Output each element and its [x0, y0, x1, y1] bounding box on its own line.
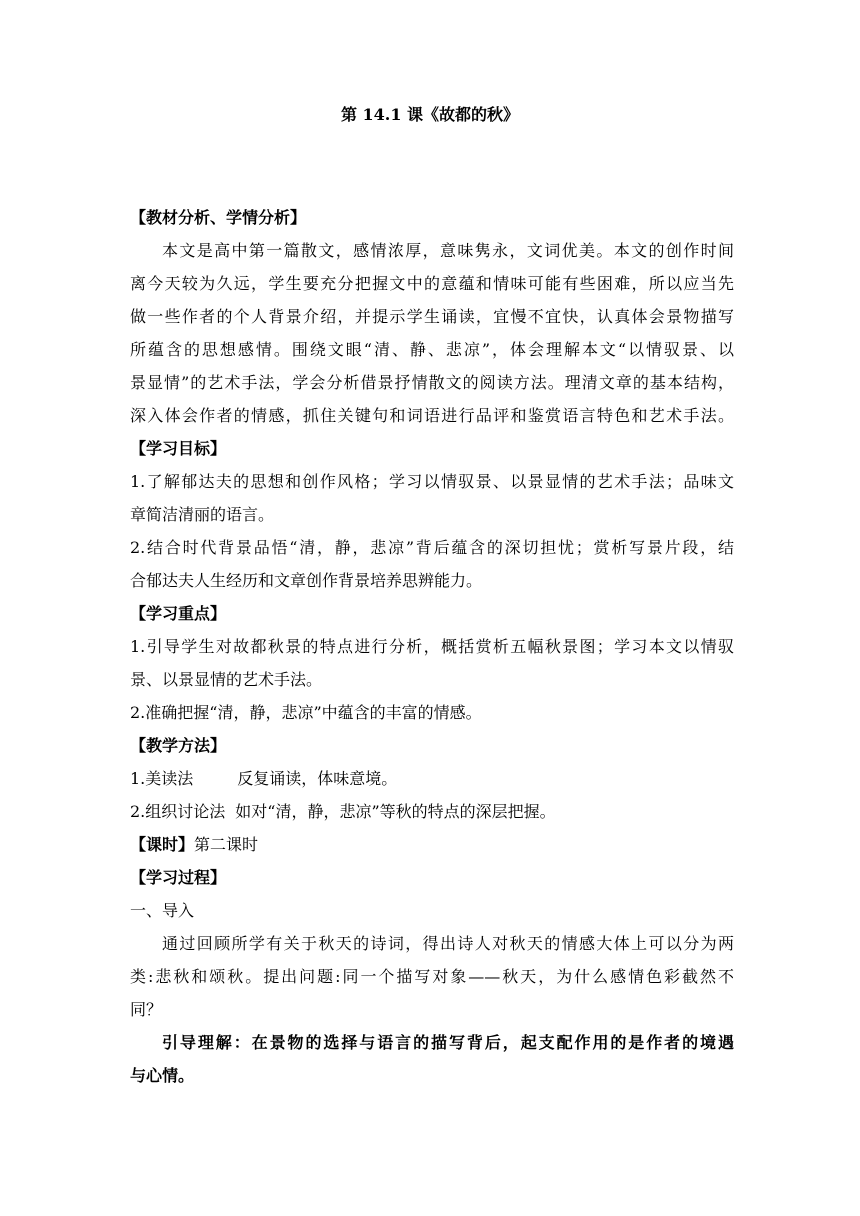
- section-heading-methods: 【教学方法】: [130, 736, 227, 755]
- method-item: [130, 795, 734, 828]
- paragraph-line: 离今天较为久远，学生要充分把握文中的意蕴和情味可能有些困难，所以应当先: [130, 274, 734, 293]
- section-heading-keypoints: 【学习重点】: [130, 604, 227, 623]
- section-heading-process: 【学习过程】: [130, 868, 227, 887]
- paragraph-line: 所蕴含的思想感情。围绕文眼“清、静、悲凉”，体会理解本文“以情驭景、以: [130, 340, 734, 359]
- paragraph-line: 景、以景显情的艺术手法。: [130, 670, 323, 689]
- paragraph-line: 1.引导学生对故都秋景的特点进行分析，概括赏析五幅秋景图；学习本文以情驭: [130, 637, 734, 656]
- method-name: 2.组织讨论法: [130, 802, 226, 821]
- paragraph-line: 景显情”的艺术手法，学会分析借景抒情散文的阅读方法。理清文章的基本结构，: [130, 373, 734, 392]
- method-desc: 反复诵读，体味意境。: [237, 769, 398, 788]
- paragraph-line: 2.准确把握“清，静，悲凉”中蕴含的丰富的情感。: [130, 703, 482, 722]
- paragraph-line: 做一些作者的个人背景介绍，并提示学生诵读，宜慢不宜快，认真体会景物描写: [130, 307, 734, 326]
- paragraph-line: 类:悲秋和颂秋。提出问题:同一个描写对象——秋天，为什么感情色彩截然不: [130, 967, 734, 986]
- section-heading-period: 【课时】: [130, 835, 195, 854]
- paragraph-line: 深入体会作者的情感，抓住关键句和词语进行品评和鉴赏语言特色和艺术手法。: [130, 406, 734, 425]
- process-step-heading: 一、导入: [130, 901, 195, 920]
- period-line: [130, 828, 734, 861]
- method-name: 1.美读法: [130, 769, 194, 788]
- document-title: 第 14.1 课《故都的秋》: [340, 105, 520, 124]
- paragraph-line: 章简洁清丽的语言。: [130, 505, 275, 524]
- guide-line: 与心情。: [130, 1066, 195, 1085]
- method-item: [130, 762, 734, 795]
- paragraph-line: 同？: [130, 1000, 163, 1019]
- period-value: 第二课时: [194, 835, 259, 854]
- section-heading-analysis: 【教材分析、学情分析】: [130, 208, 307, 227]
- method-desc: 如对“清，静，悲凉”等秋的特点的深层把握。: [235, 802, 556, 821]
- paragraph-line: 通过回顾所学有关于秋天的诗词，得出诗人对秋天的情感大体上可以分为两: [162, 934, 734, 953]
- paragraph-line: 本文是高中第一篇散文，感情浓厚，意味隽永，文词优美。本文的创作时间: [162, 241, 734, 260]
- section-heading-objectives: 【学习目标】: [130, 439, 227, 458]
- paragraph-line: 2.结合时代背景品悟“清，静，悲凉”背后蕴含的深切担忧；赏析写景片段，结: [130, 538, 734, 557]
- paragraph-line: 1.了解郁达夫的思想和创作风格；学习以情驭景、以景显情的艺术手法；品味文: [130, 472, 734, 491]
- paragraph-line: 合郁达夫人生经历和文章创作背景培养思辨能力。: [130, 571, 483, 590]
- guide-line: 引导理解：在景物的选择与语言的描写背后，起支配作用的是作者的境遇: [162, 1033, 734, 1052]
- document-body: [130, 201, 734, 1092]
